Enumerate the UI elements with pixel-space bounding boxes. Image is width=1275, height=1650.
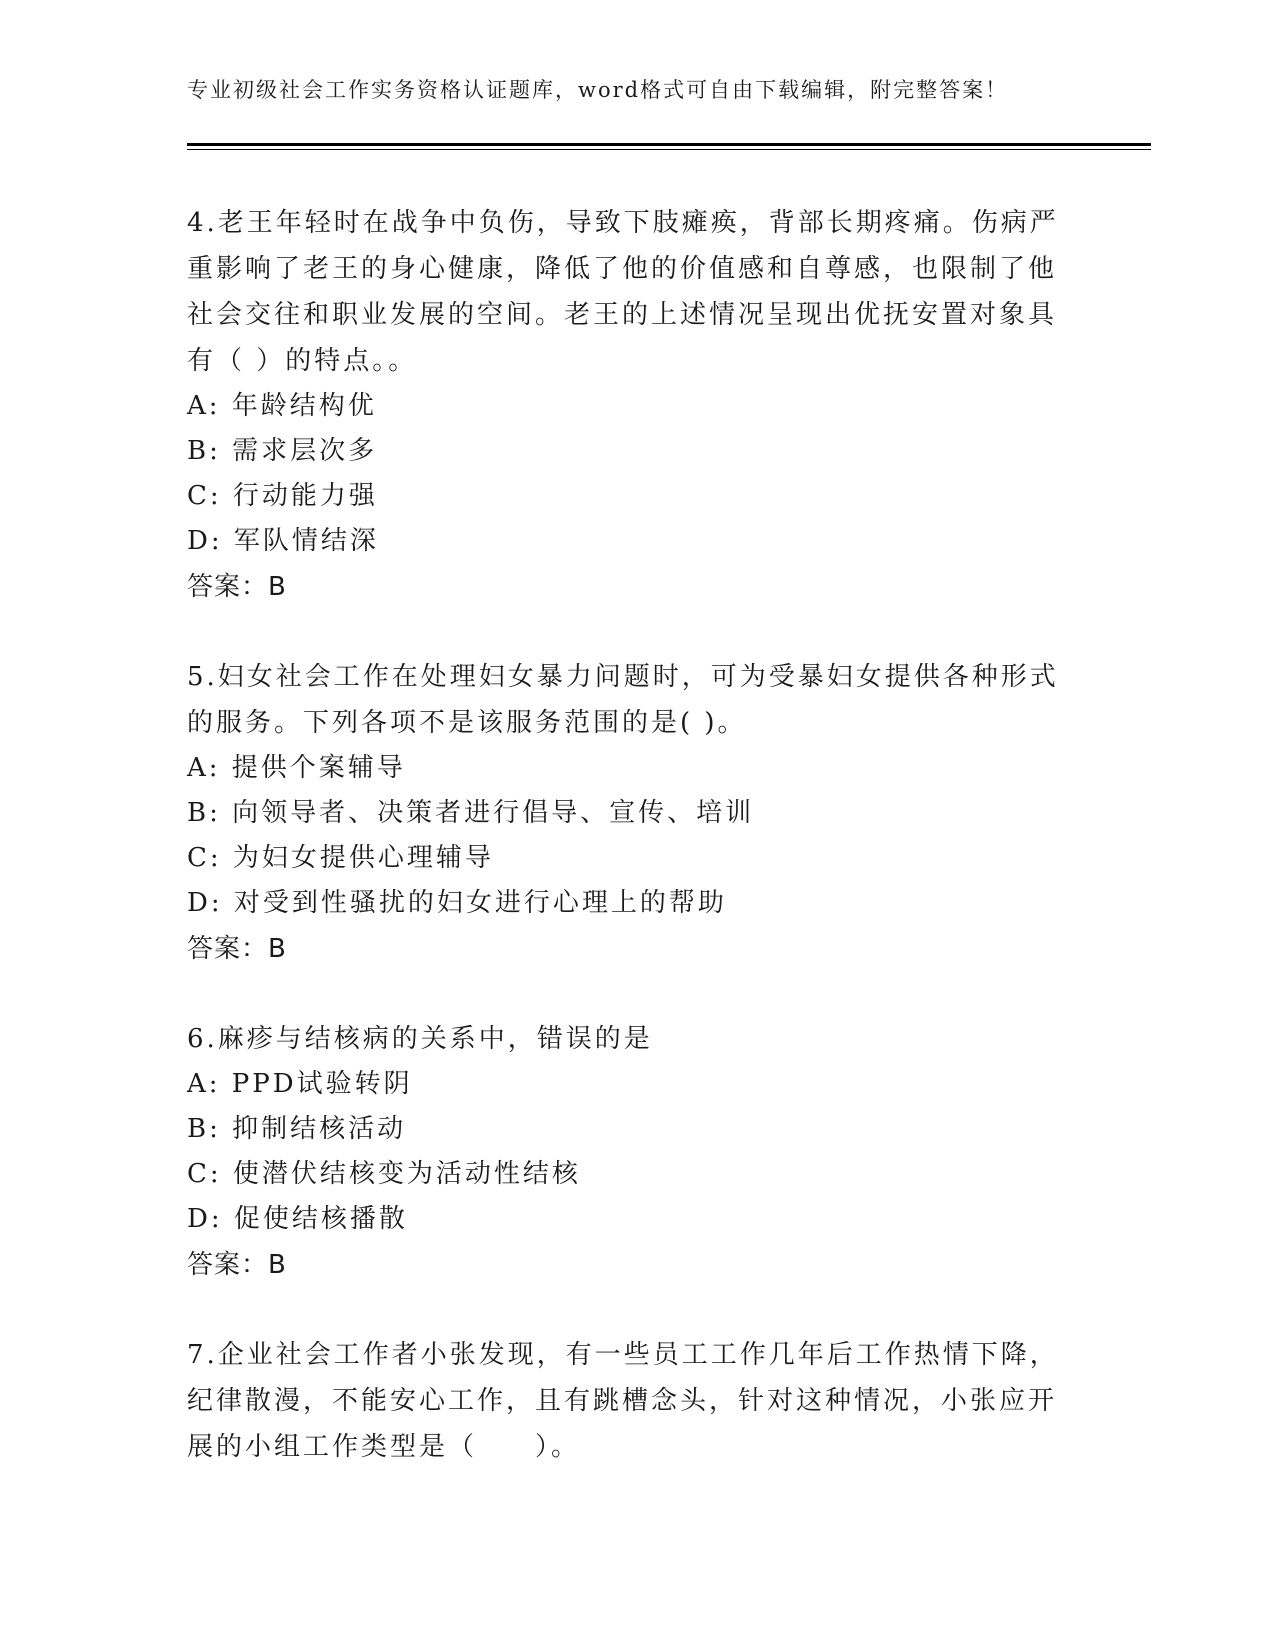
option-b: B: 向领导者、决策者进行倡导、宣传、培训 bbox=[187, 798, 755, 828]
question-stem: 7.企业社会工作者小张发现，有一些员工工作几年后工作热情下降，纪律散漫，不能安心工作，且有跳槽念头，针对这种情况，小张应开展的小组工作类型是（ ）。 bbox=[187, 1340, 1059, 1462]
answer: 答案：B bbox=[187, 572, 287, 602]
question-stem: 6.麻疹与结核病的关系中，错误的是 bbox=[187, 1024, 653, 1054]
option-c: C: 行动能力强 bbox=[187, 481, 378, 511]
option-c: C: 为妇女提供心理辅导 bbox=[187, 843, 494, 873]
question-7 bbox=[187, 1332, 1067, 1470]
question-stem: 4.老王年轻时在战争中负伤，导致下肢瘫痪，背部长期疼痛。伤病严重影响了老王的身心健康，降低了他的价值感和自尊感，也限制了他社会交往和职业发展的空间。老王的上述情况呈现出优抚安置对象具有（ ）的特点。。 bbox=[187, 208, 1059, 376]
header-rule-thick bbox=[187, 143, 1151, 146]
option-d: D: 军队情结深 bbox=[187, 526, 379, 556]
option-d: D: 对受到性骚扰的妇女进行心理上的帮助 bbox=[187, 888, 727, 918]
question-5 bbox=[187, 654, 1067, 972]
option-a: A: 提供个案辅导 bbox=[187, 753, 406, 783]
answer: 答案：B bbox=[187, 934, 287, 964]
question-list bbox=[187, 200, 1067, 1514]
header-rule-thin bbox=[187, 149, 1151, 150]
option-d: D: 促使结核播散 bbox=[187, 1204, 408, 1234]
question-6 bbox=[187, 1016, 1067, 1288]
option-c: C: 使潜伏结核变为活动性结核 bbox=[187, 1159, 581, 1189]
question-4 bbox=[187, 200, 1067, 610]
option-a: A: 年龄结构优 bbox=[187, 391, 377, 421]
answer: 答案：B bbox=[187, 1250, 287, 1280]
option-b: B: 抑制结核活动 bbox=[187, 1114, 407, 1144]
page-header: 专业初级社会工作实务资格认证题库，word格式可自由下载编辑，附完整答案！ bbox=[187, 78, 1009, 102]
question-stem: 5.妇女社会工作在处理妇女暴力问题时，可为受暴妇女提供各种形式的服务。下列各项不是该服务范围的是( )。 bbox=[187, 662, 1059, 738]
option-b: B: 需求层次多 bbox=[187, 436, 378, 466]
option-a: A: PPD试验转阴 bbox=[187, 1069, 413, 1099]
